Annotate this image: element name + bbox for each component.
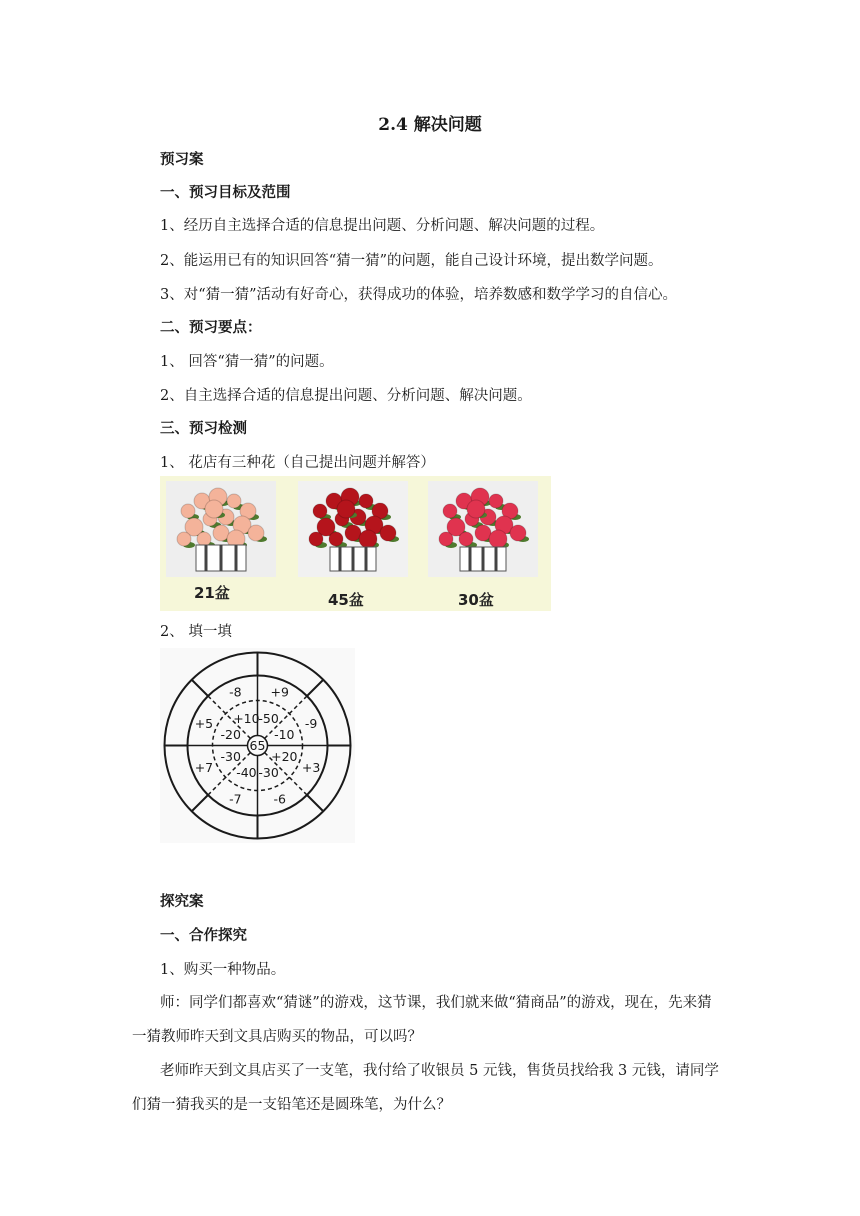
flower-count-1: 21盆 xyxy=(194,584,230,602)
wheel-inner-number: +20 xyxy=(271,749,298,765)
paragraph-1-line-1: 师：同学们都喜欢“猜谜”的游戏，这节课，我们就来做“猜商品”的游戏，现在，先来猜 xyxy=(160,995,712,1011)
wheel-outer-divider xyxy=(307,795,323,811)
flower-blossom xyxy=(439,532,453,546)
wheel-inner-number: -10 xyxy=(274,726,295,742)
number-wheel-figure xyxy=(160,648,355,843)
paragraph-2-line-2: 们猜一猜我买的是一支铅笔还是圆珠笔，为什么？ xyxy=(132,1097,451,1113)
flower-blossom xyxy=(177,532,191,546)
flower-blossom xyxy=(329,532,343,546)
document-title: 2.4 解决问题 xyxy=(378,115,482,135)
flower-basket-icon xyxy=(298,481,408,577)
flower-count-2: 45盆 xyxy=(328,591,364,609)
section1-item-2: 2、能运用已有的知识回答“猜一猜”的问题，能自己设计环境，提出数学问题。 xyxy=(160,253,663,269)
wheel-center-number: 65 xyxy=(249,738,266,753)
flower-blossom xyxy=(181,504,195,518)
paragraph-1-line-2: 一猜教师昨天到文具店购买的物品，可以吗？ xyxy=(132,1029,422,1045)
flower-blossom xyxy=(205,500,223,518)
flower-blossom xyxy=(443,504,457,518)
flower-blossom xyxy=(489,530,507,548)
pink-rose-basket-image xyxy=(166,481,276,577)
wheel-inner-number: -50 xyxy=(258,711,279,727)
question-1: 1、 花店有三种花（自己提出问题并解答） xyxy=(160,455,435,471)
wheel-inner-number: +10 xyxy=(233,711,260,727)
section2-item-1: 1、 回答“猜一猜”的问题。 xyxy=(160,354,334,370)
flower-blossom xyxy=(489,494,503,508)
wheel-outer-divider xyxy=(192,795,208,811)
section1-heading: 一、预习目标及范围 xyxy=(160,184,291,201)
flower-blossom xyxy=(380,525,396,541)
wheel-inner-number: -30 xyxy=(258,764,279,780)
section3-heading: 三、预习检测 xyxy=(160,420,247,437)
preview-heading: 预习案 xyxy=(160,151,204,168)
flower-blossom xyxy=(459,532,473,546)
flower-count-3: 30盆 xyxy=(458,591,494,609)
flower-blossom xyxy=(359,530,377,548)
wheel-outer-number: -6 xyxy=(273,791,286,807)
flower-blossom xyxy=(227,494,241,508)
section2-heading: 二、预习要点： xyxy=(160,319,262,336)
flower-basket-icon xyxy=(166,481,276,577)
flower-blossom xyxy=(248,525,264,541)
flower-basket-icon xyxy=(428,481,538,577)
wheel-outer-number: +9 xyxy=(270,684,289,700)
flower-blossom xyxy=(309,532,323,546)
red-rose-basket-image xyxy=(298,481,408,577)
flower-blossom xyxy=(313,504,327,518)
flower-blossom xyxy=(467,500,485,518)
wheel-inner-number: -40 xyxy=(236,764,257,780)
explore-heading: 探究案 xyxy=(160,893,204,910)
paragraph-2-line-1: 老师昨天到文具店买了一支笔，我付给了收银员 5 元钱，售货员找给我 3 元钱，请同学 xyxy=(160,1063,719,1079)
explore-sub-heading: 一、合作探究 xyxy=(160,927,247,944)
section1-item-1: 1、经历自主选择合适的信息提出问题、分析问题、解决问题的过程。 xyxy=(160,218,605,234)
explore-item-1: 1、购买一种物品。 xyxy=(160,962,286,978)
wheel-outer-divider xyxy=(192,680,208,696)
wheel-outer-number: +7 xyxy=(194,760,214,776)
carnation-basket-image xyxy=(428,481,538,577)
wheel-outer-number: +5 xyxy=(194,715,214,731)
wheel-outer-number: -9 xyxy=(304,715,318,731)
wheel-outer-number: +3 xyxy=(301,760,321,776)
wheel-inner-number: -20 xyxy=(220,726,241,742)
flower-blossom xyxy=(337,500,355,518)
wheel-inner-number: -30 xyxy=(220,749,241,765)
flower-blossom xyxy=(359,494,373,508)
wheel-outer-number: -8 xyxy=(229,684,242,700)
flower-shop-figure xyxy=(160,476,551,611)
section2-item-2: 2、自主选择合适的信息提出问题、分析问题、解决问题。 xyxy=(160,388,532,404)
section1-item-3: 3、对“猜一猜”活动有好奇心，获得成功的体验，培养数感和数学学习的自信心。 xyxy=(160,287,678,303)
flower-blossom xyxy=(197,532,211,546)
question-2: 2、 填一填 xyxy=(160,624,232,640)
flower-blossom xyxy=(510,525,526,541)
wheel-outer-divider xyxy=(307,680,323,696)
wheel-outer-number: -7 xyxy=(229,791,242,807)
